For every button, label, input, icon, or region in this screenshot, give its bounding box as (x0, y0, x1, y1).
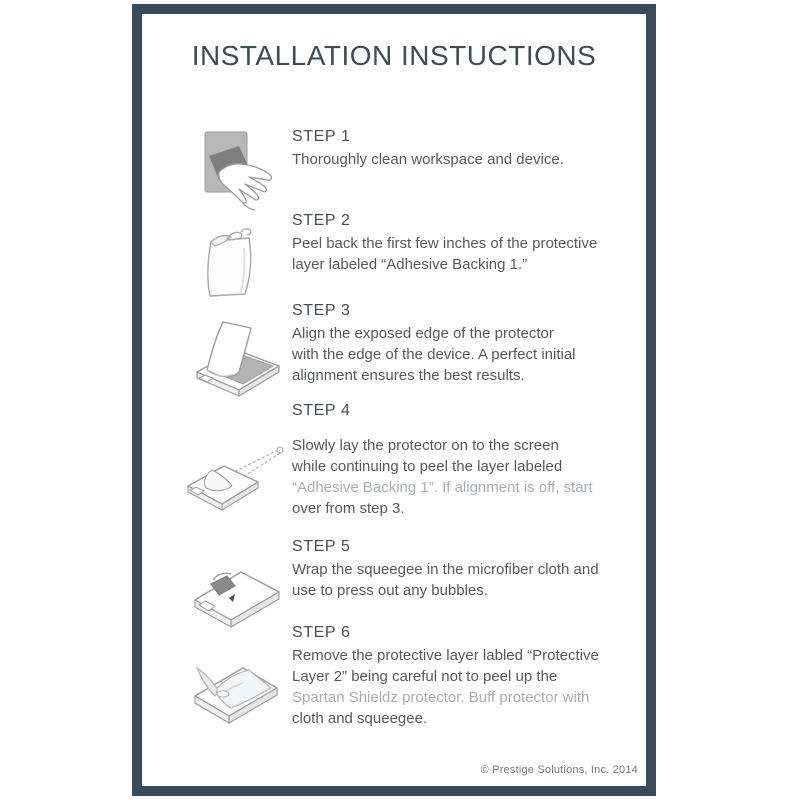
step-2 (182, 210, 634, 304)
step-4 (182, 400, 634, 519)
step-4-line: while continuing to peel the layer labeled (292, 458, 563, 475)
align-protector-icon (182, 314, 292, 400)
step-4-line: Slowly lay the protector on to the screen (292, 437, 559, 454)
step-6-line: cloth and squeegee. (292, 710, 428, 727)
step-2-line: Peel back the first few inches of the protective (292, 235, 598, 252)
step-5-heading: STEP 5 (292, 538, 351, 555)
step-1-heading: STEP 1 (292, 128, 351, 145)
instruction-card (132, 4, 656, 796)
step-4-line: over from step 3. (292, 500, 405, 517)
step-6-line: Layer 2” being careful not to peel up the (292, 668, 558, 685)
step-5-line: use to press out any bubbles. (292, 582, 488, 599)
lay-protector-icon (182, 440, 292, 518)
step-3-line: with the edge of the device. A perfect initial (292, 346, 576, 363)
step-1 (182, 126, 634, 212)
step-4-line: “Adhesive Backing 1”. If alignment is off, start (292, 479, 593, 496)
step-4-heading: STEP 4 (292, 402, 351, 419)
step-1-line: Thoroughly clean workspace and device. (292, 151, 564, 168)
step-3-heading: STEP 3 (292, 302, 351, 319)
squeegee-cloth-icon (182, 550, 292, 630)
step-6-line: Spartan Shieldz protector. Buff protector with (292, 689, 590, 706)
cleaning-hand-icon (182, 128, 292, 212)
step-2-heading: STEP 2 (292, 212, 351, 229)
step-6-line: Remove the protective layer labled “Protective (292, 647, 599, 664)
step-2-line: layer labeled “Adhesive Backing 1.” (292, 256, 528, 273)
step-3-line: Align the exposed edge of the protector (292, 325, 554, 342)
page-title: INSTALLATION INSTUCTIONS (191, 40, 597, 71)
step-5 (182, 536, 634, 630)
step-5-line: Wrap the squeegee in the microfiber cloth and (292, 561, 599, 578)
step-3 (182, 300, 634, 400)
step-6-heading: STEP 6 (292, 624, 351, 641)
step-3-line: alignment ensures the best results. (292, 367, 525, 384)
copyright-text: © Prestige Solutions, Inc. 2014 (480, 764, 638, 776)
step-6 (182, 622, 634, 729)
remove-layer-icon (182, 648, 292, 728)
peel-backing-icon (182, 228, 292, 304)
